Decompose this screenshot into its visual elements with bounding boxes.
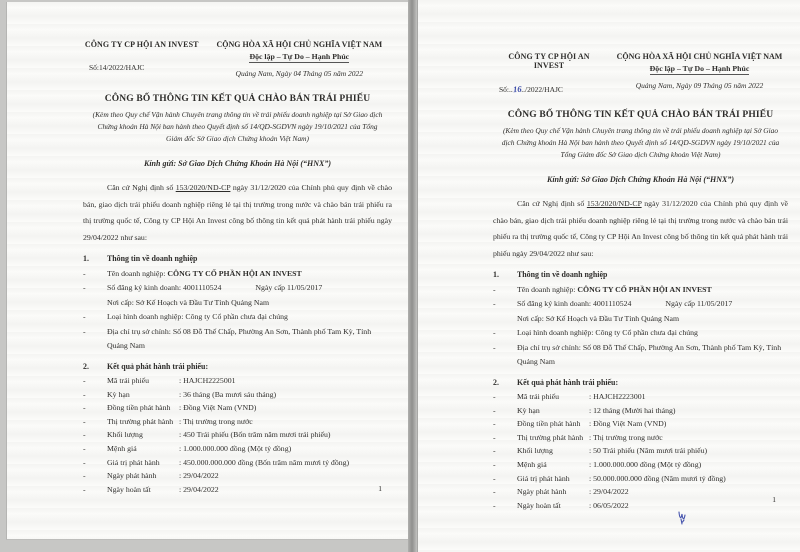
bond-field-row: - Khối lượng : 50 Trái phiếu (Năm mươi trái phiếu) (493, 444, 788, 458)
bond-field-row: - Ngày hoàn tất : 29/04/2022 (83, 483, 392, 497)
document-page-right (417, 0, 800, 552)
list-item: Nơi cấp: Sở Kế Hoạch và Đầu Tư Tỉnh Quảng Nam (107, 297, 270, 307)
bond-field-row: - Mệnh giá : 1.000.000.000 đồng (Một tỷ đồng) (493, 458, 788, 472)
document-title: CÔNG BỐ THÔNG TIN KẾT QUẢ CHÀO BÁN TRÁI PHIẾU (507, 110, 774, 120)
letterhead (493, 52, 788, 94)
bond-field-row: - Đồng tiền phát hành : Đồng Việt Nam (VND) (493, 417, 788, 431)
list-item: - Loại hình doanh nghiệp: Công ty Cổ phần chưa đại chúng (83, 310, 392, 325)
page-gutter (408, 0, 417, 552)
place-and-date: Quảng Nam, Ngày 04 Tháng 05 năm 2022 (235, 69, 364, 78)
decree-reference: 153/2020/ND-CP (175, 183, 231, 192)
national-motto-line2: Độc lập – Tự Do – Hạnh Phúc (649, 64, 750, 73)
bond-field-row: - Mệnh giá : 1.000.000.000 đồng (Một tỷ đồng) (83, 442, 392, 456)
document-title: CÔNG BỐ THÔNG TIN KẾT QUẢ CHÀO BÁN TRÁI PHIẾU (104, 94, 371, 104)
bond-field-row: - Giá trị phát hành : 450.000.000.000 đồng (Bốn trăm năm mươi tỷ đồng) (83, 456, 392, 470)
page-number: 1 (772, 495, 776, 504)
list-item: - Số đăng ký kinh doanh: 4001110524 Ngày cấp 11/05/2017 (83, 281, 392, 296)
document-subtitle: (Kèm theo Quy chế Vận hành Chuyên trang thông tin về trái phiếu doanh nghiệp tại Sở Giao dịch Chứng khoán Hà Nội ban hành theo Quyết định số 14/QD-SGDVN ngày 19/10/2021 của Tổng Giám đốc Sở Giao dịch Chứng khoán Việt Nam) (92, 110, 383, 143)
bond-field-row: - Mã trái phiếu : HAJCH2223001 (493, 390, 788, 404)
bond-field-row: - Thị trường phát hành : Thị trường trong nước (493, 431, 788, 445)
section2-heading: 2. Kết quả phát hành trái phiếu: (83, 361, 209, 371)
bond-field-row: - Đồng tiền phát hành : Đồng Việt Nam (VND) (83, 401, 392, 415)
document-number: Số:14/2022/HAJC (89, 63, 145, 72)
bond-field-row: - Ngày phát hành : 29/04/2022 (493, 485, 788, 499)
section1-heading: 1. Thông tin về doanh nghiệp (83, 254, 198, 263)
national-motto-line1: CỘNG HÒA XÃ HỘI CHỦ NGHĨA VIỆT NAM (616, 52, 783, 61)
bond-field-row: - Kỳ hạn : 12 tháng (Mười hai tháng) (493, 404, 788, 418)
intro-paragraph: Căn cứ Nghị định số 153/2020/ND-CP ngày 31/12/2020 của Chính phủ quy định về chào bán, giao dịch trái phiếu doanh nghiệp riêng lẻ tại thị trường trong nước và chào bán trái phiếu ra thị trường quốc tế, Công ty CP Hội An Invest công bố thông tin kết quả phát hành trái phiếu ngày 29/04/2022 như sau: (83, 183, 392, 242)
list-item: - Tên doanh nghiệp: CÔNG TY CỔ PHẦN HỘI AN INVEST (83, 267, 392, 282)
bond-field-row: - Ngày hoàn tất : 06/05/2022 (493, 499, 788, 513)
list-item: - Tên doanh nghiệp: CÔNG TY CỔ PHẦN HỘI AN INVEST (493, 283, 788, 298)
section1-heading: 1. Thông tin về doanh nghiệp (493, 270, 608, 279)
list-item: - Loại hình doanh nghiệp: Công ty Cổ phần chưa đại chúng (493, 326, 788, 341)
intro-paragraph: Căn cứ Nghị định số 153/2020/ND-CP ngày 31/12/2020 của Chính phủ quy định về chào bán, giao dịch trái phiếu doanh nghiệp riêng lẻ tại thị trường trong nước và chào bán trái phiếu ra thị trường quốc tế, Công ty CP Hội An Invest công bố thông tin kết quả phát hành trái phiếu ngày 29/04/2022 như sau: (493, 199, 788, 258)
bond-field-row: - Khối lượng : 450 Trái phiếu (Bốn trăm năm mươi trái phiếu) (83, 428, 392, 442)
page-number: 1 (378, 484, 382, 493)
recipient-line: Kính gửi: Sở Giao Dịch Chứng Khoán Hà Nội (“HNX”) (143, 159, 332, 168)
list-item: Nơi cấp: Sở Kế Hoạch và Đầu Tư Tỉnh Quảng Nam (517, 313, 680, 323)
bond-field-row: - Giá trị phát hành : 50.000.000.000 đồng (Năm mươi tỷ đồng) (493, 472, 788, 486)
list-item: - Số đăng ký kinh doanh: 4001110524 Ngày cấp 11/05/2017 (493, 297, 788, 312)
national-motto-line1: CỘNG HÒA XÃ HỘI CHỦ NGHĨA VIỆT NAM (216, 40, 383, 49)
bond-field-row: - Kỳ hạn : 36 tháng (Ba mươi sáu tháng) (83, 388, 392, 402)
section2-heading: 2. Kết quả phát hành trái phiếu: (493, 377, 619, 387)
decree-reference: 153/2020/ND-CP (586, 199, 642, 208)
document-number: Số:..16../2022/HAJC (499, 83, 563, 95)
company-name: CÔNG TY CP HỘI AN INVEST (508, 52, 590, 70)
recipient-line: Kính gửi: Sở Giao Dịch Chứng Khoán Hà Nội (“HNX”) (546, 175, 735, 184)
letterhead (83, 40, 392, 78)
place-and-date: Quảng Nam, Ngày 09 Tháng 05 năm 2022 (635, 81, 764, 90)
list-item: - Địa chỉ trụ sở chính: Số 08 Đỗ Thế Chấp, Phường An Sơn, Thành phố Tam Kỳ, Tỉnh Quảng Nam (83, 325, 392, 354)
company-name: CÔNG TY CP HỘI AN INVEST (84, 40, 199, 49)
handwritten-number: 16 (512, 83, 522, 95)
bond-field-row: - Mã trái phiếu : HAJCH2225001 (83, 374, 392, 388)
bond-field-row: - Ngày phát hành : 29/04/2022 (83, 469, 392, 483)
bond-field-row: - Thị trường phát hành : Thị trường trong nước (83, 415, 392, 429)
list-item: - Địa chỉ trụ sở chính: Số 08 Đỗ Thế Chấp, Phường An Sơn, Thành phố Tam Kỳ, Tỉnh Quảng Nam (493, 341, 788, 370)
blue-ink-mark (676, 510, 689, 530)
document-page-left (6, 2, 408, 540)
document-subtitle: (Kèm theo Quy chế Vận hành Chuyên trang thông tin về trái phiếu doanh nghiệp tại Sở Giao dịch Chứng khoán Hà Nội ban hành theo Quyết định số 14/QD-SGDVN ngày 19/10/2021 của Tổng Giám đốc Sở Giao dịch Chứng khoán Việt Nam) (501, 126, 780, 159)
national-motto-line2: Độc lập – Tự Do – Hạnh Phúc (249, 52, 350, 61)
